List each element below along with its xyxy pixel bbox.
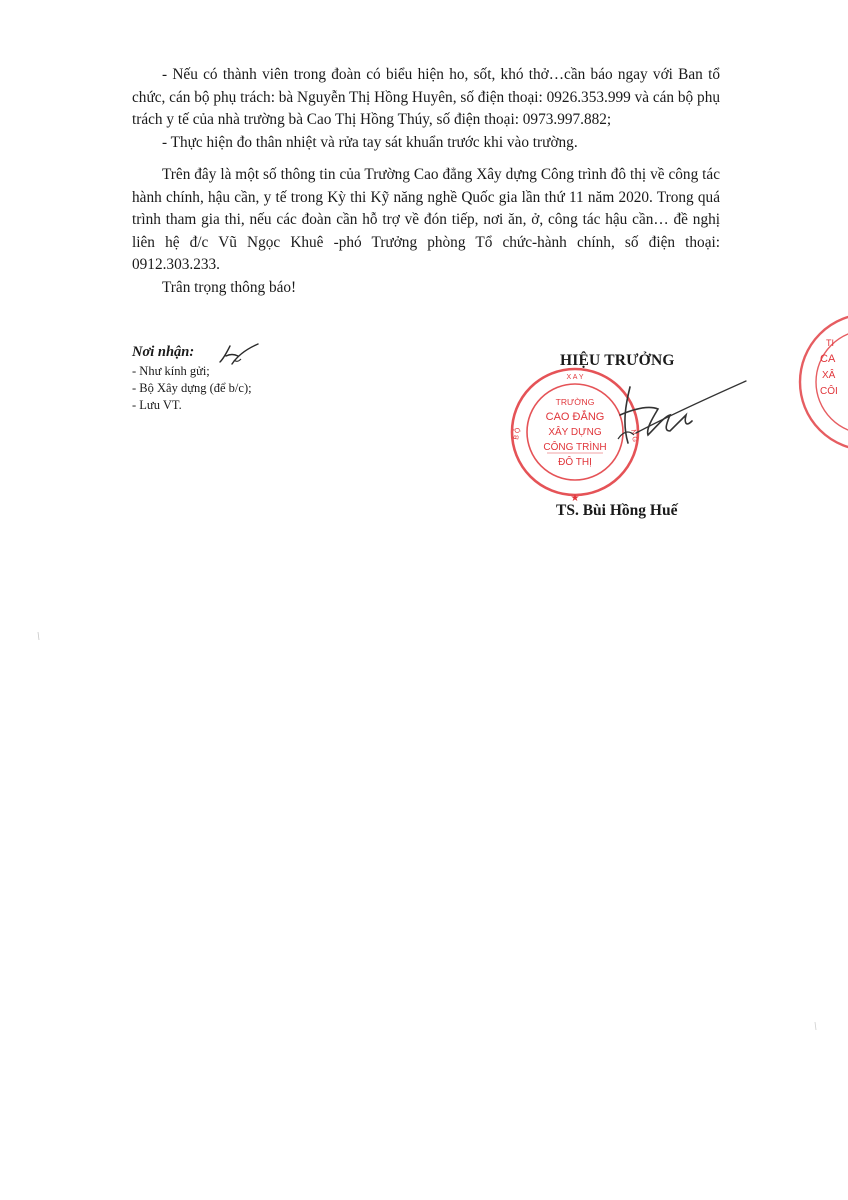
recipients-title: Nơi nhận: — [132, 344, 195, 360]
edge-seal-fragment — [790, 300, 848, 460]
paragraph-summary: Trên đây là một số thông tin của Trường Cao đẳng Xây dựng Công trình đô thị về công tác hành chính, hậu cần, y tế trong Kỳ thi Kỹ năng nghề Quốc gia lần thứ 11 năm 2020. Trong quá trình tham gia thi, nếu các đoàn cần hỗ trợ về đón tiếp, nơi ăn, ở, công tác hậu cần… đề nghị liên hệ đ/c Vũ Ngọc Khuê -phó Trưởng phòng Tổ chức-hành chính, số điện thoại: 0912.303.233. — [132, 166, 720, 273]
edge-seal-line: XÂ — [822, 370, 836, 381]
seal-line-college: CAO ĐẲNG — [545, 411, 605, 423]
paragraph-temperature: - Thực hiện đo thân nhiệt và rửa tay sát khuẩn trước khi vào trường. — [162, 133, 578, 151]
svg-text:★: ★ — [570, 493, 580, 504]
edge-seal-line: TI — [826, 338, 834, 348]
seal-line-works: CÔNG TRÌNH — [543, 442, 607, 453]
seal-line-construction: XÂY DỰNG — [548, 427, 602, 438]
svg-text:X A Y: X A Y — [566, 374, 584, 381]
seal-line-urban: ĐÔ THỊ — [558, 457, 592, 468]
svg-text:N G: N G — [629, 429, 639, 443]
handwritten-signature — [600, 375, 750, 465]
seal-line-school: TRƯỜNG — [555, 397, 595, 407]
signer-name: TS. Bùi Hồng Huế — [556, 502, 678, 519]
svg-text:B Ộ: B Ộ — [513, 427, 523, 441]
edge-seal-line: CA — [820, 353, 836, 365]
recipient-item: - Lưu VT. — [132, 398, 182, 412]
recipient-item: - Bộ Xây dựng (để b/c); — [132, 381, 252, 395]
paragraph-symptoms: - Nếu có thành viên trong đoàn có biểu hiện ho, sốt, khó thở…cần báo ngay với Ban tổ chức, cán bộ phụ trách: bà Nguyễn Thị Hồng Huyên, số điện thoại: 0926.353.999 và cán bộ phụ trách y tế của nhà trường bà Cao Thị Hồng Thúy, số điện thoại: 0973.997.882; — [132, 66, 720, 128]
body-text — [132, 64, 720, 299]
recipient-item: - Như kính gửi; — [132, 364, 210, 378]
edge-seal-line: CÔI — [820, 386, 838, 397]
paragraph-closing: Trân trọng thông báo! — [162, 278, 297, 296]
initials-mark — [214, 340, 264, 370]
signature-title: HIỆU TRƯỞNG — [560, 352, 675, 369]
